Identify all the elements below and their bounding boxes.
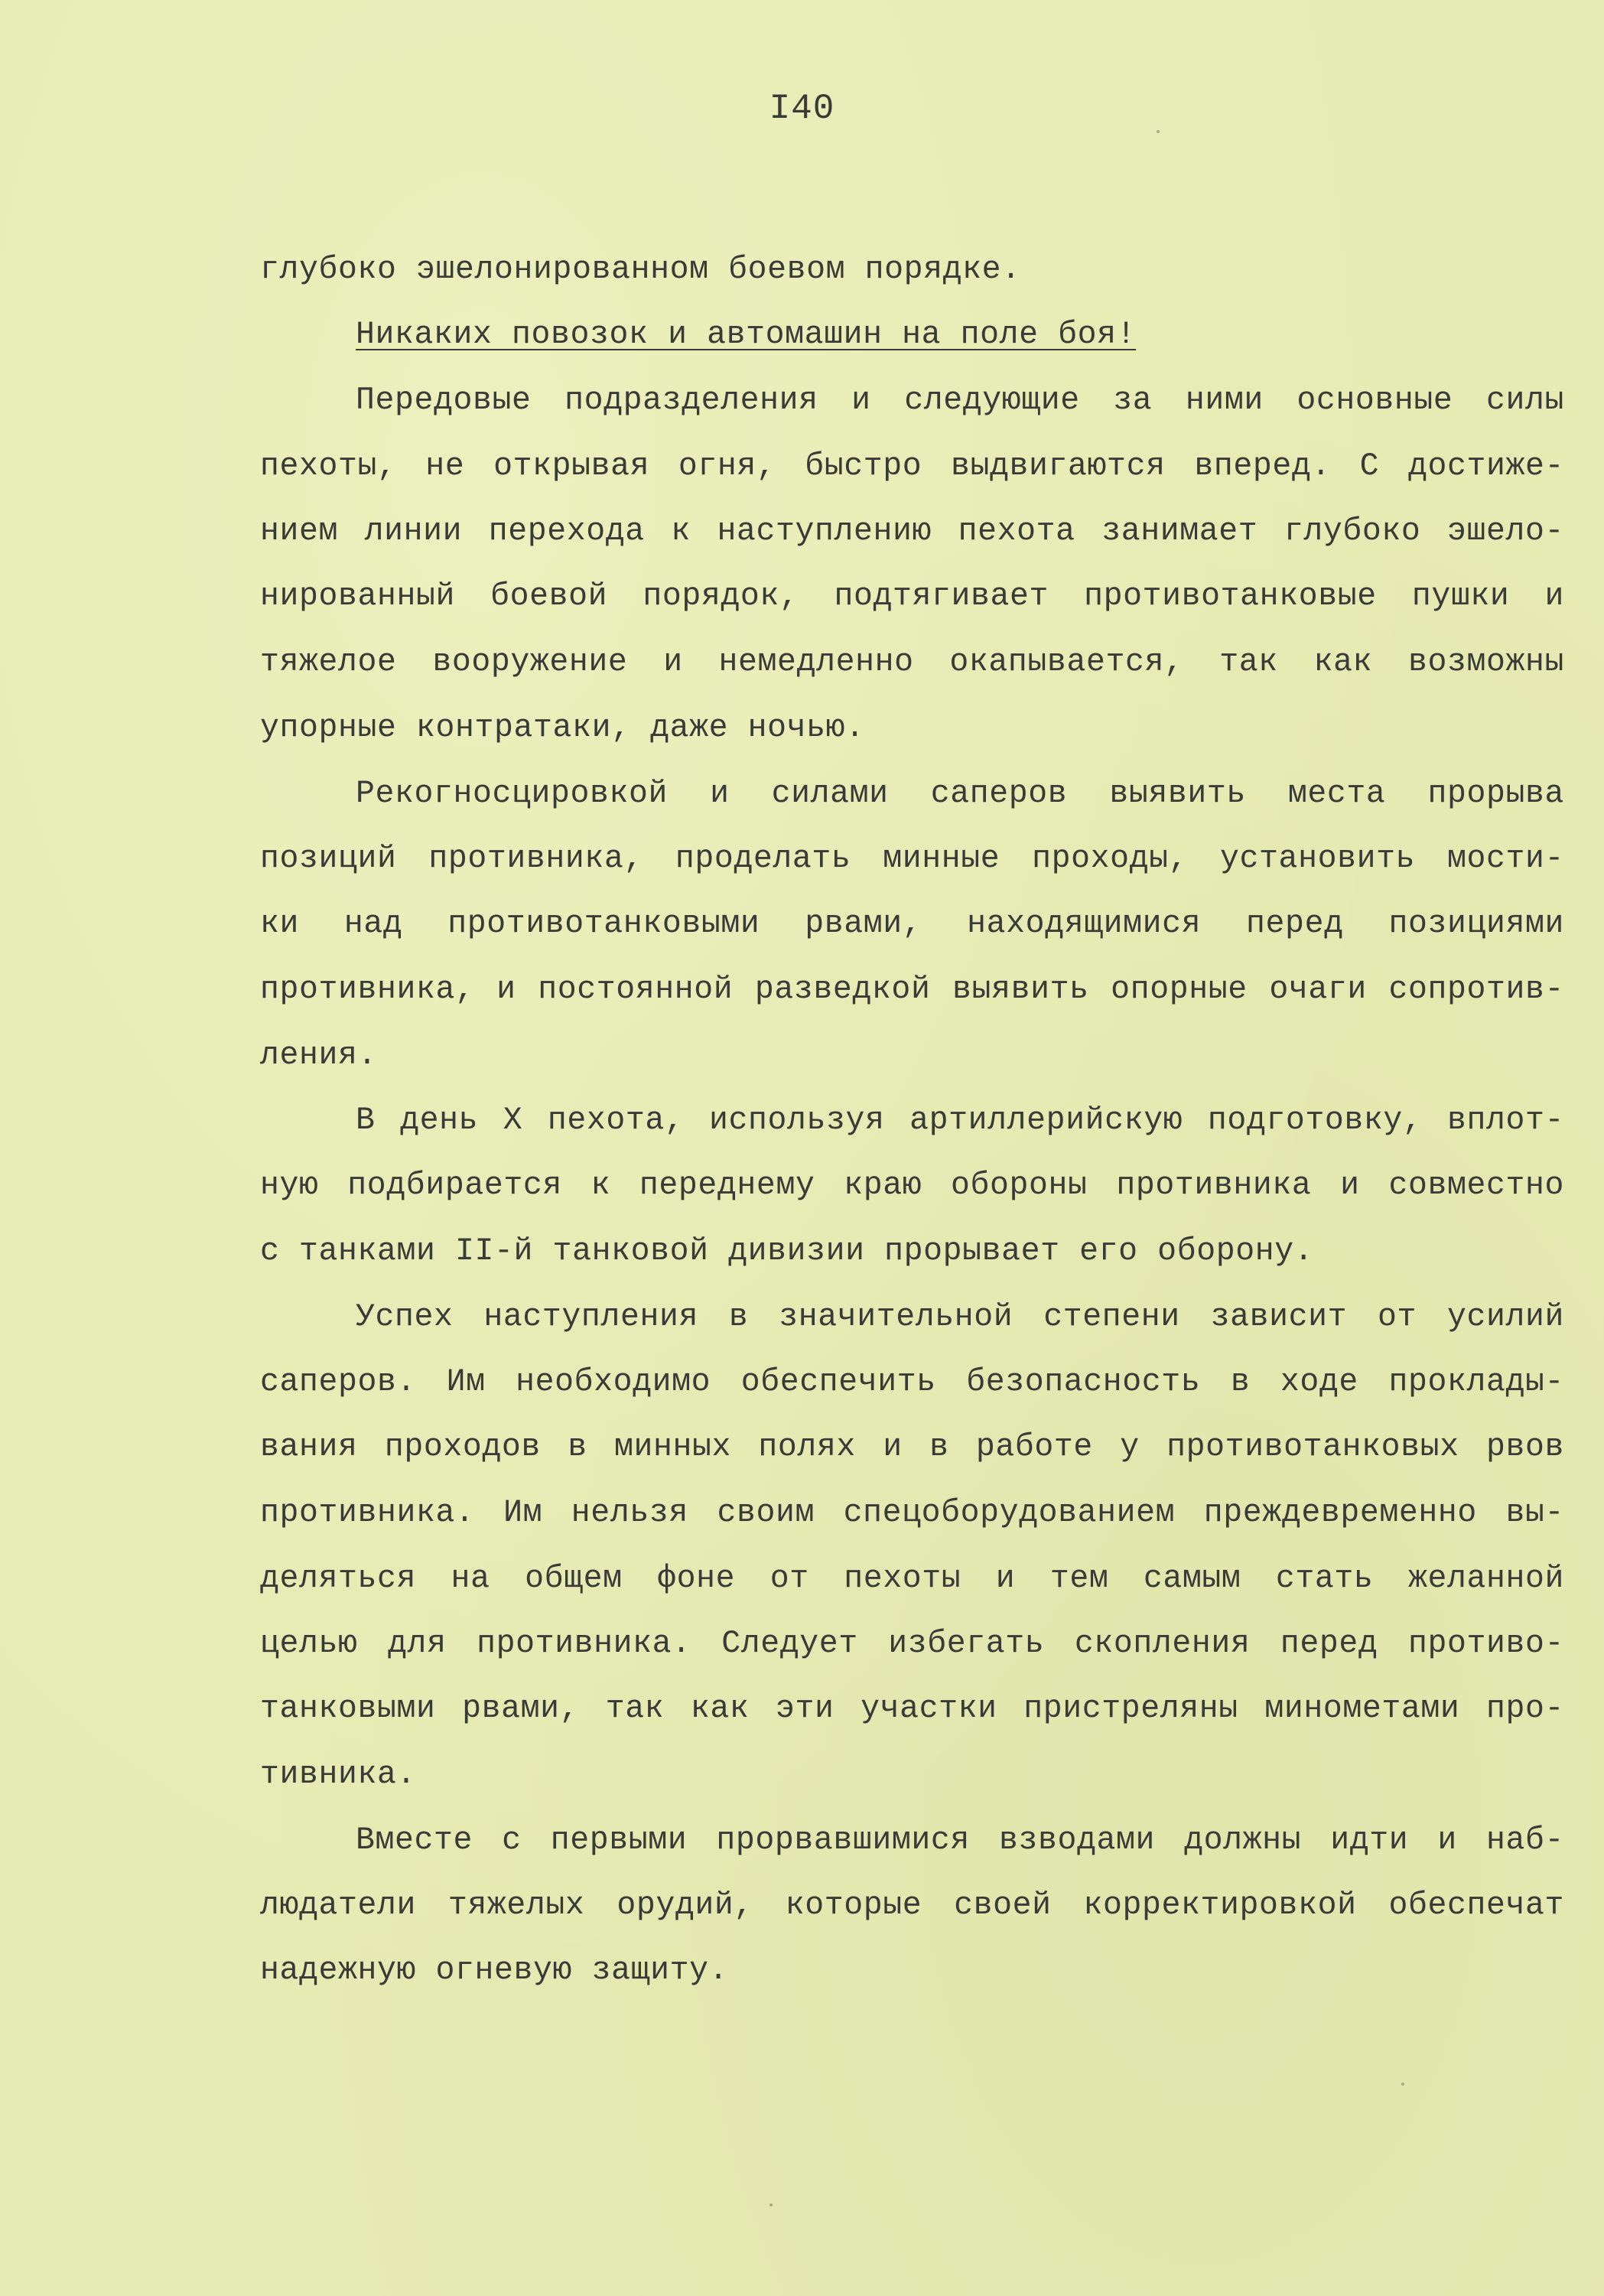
heading-line: Никаких повозок и автомашин на поле боя!	[356, 317, 1137, 353]
text-line: В день X пехота, используя артиллерийскую подготовку, вплот-	[356, 1102, 1564, 1138]
text-line: с танками II-й танковой дивизии прорывает его оборону.	[260, 1233, 1314, 1269]
text-line: пехоты, не открывая огня, быстро выдвигаются вперед. С достиже-	[260, 448, 1564, 484]
text-line: ки над противотанковыми рвами, находящимися перед позициями	[260, 906, 1564, 942]
paper-speck	[1401, 2083, 1404, 2086]
text-line: Успех наступления в значительной степени зависит от усилий	[356, 1299, 1564, 1335]
text-line: упорные контратаки, даже ночью.	[260, 710, 865, 746]
text-line: противника, и постоянной разведкой выявить опорные очаги сопротив-	[260, 972, 1564, 1008]
text-line: тивника.	[260, 1757, 417, 1793]
text-line: тяжелое вооружение и немедленно окапывается, так как возможны	[260, 644, 1564, 680]
text-line: людатели тяжелых орудий, которые своей корректировкой обеспечат	[260, 1887, 1564, 1923]
text-line: позиций противника, проделать минные проходы, установить мости-	[260, 841, 1564, 877]
text-line: ную подбирается к переднему краю обороны противника и совместно	[260, 1168, 1564, 1203]
text-line: саперов. Им необходимо обеспечить безопасность в ходе проклады-	[260, 1364, 1564, 1400]
text-line: глубоко эшелонированном боевом порядке.	[260, 252, 1021, 288]
text-line: Передовые подразделения и следующие за ними основные силы	[356, 383, 1564, 418]
page-number: I40	[769, 89, 835, 129]
paper-speck	[1157, 130, 1160, 133]
paper-speck	[769, 2203, 773, 2206]
text-line: деляться на общем фоне от пехоты и тем самым стать желанной	[260, 1561, 1564, 1597]
text-line: надежную огневую защиту.	[260, 1952, 729, 1988]
text-line: танковыми рвами, так как эти участки пристреляны минометами про-	[260, 1691, 1564, 1727]
text-line: нием линии перехода к наступлению пехота занимает глубоко эшело-	[260, 513, 1564, 549]
text-line: целью для противника. Следует избегать скопления перед противо-	[260, 1626, 1564, 1662]
text-line: нированный боевой порядок, подтягивает противотанковые пушки и	[260, 578, 1564, 614]
text-line: Вместе с первыми прорвавшимися взводами должны идти и наб-	[356, 1822, 1564, 1858]
text-line: противника. Им нельзя своим спецоборудованием преждевременно вы-	[260, 1495, 1564, 1531]
text-line: вания проходов в минных полях и в работе у противотанковых рвов	[260, 1429, 1564, 1465]
text-line: ления.	[260, 1037, 378, 1073]
text-line: Рекогносцировкой и силами саперов выявить места прорыва	[356, 776, 1564, 812]
